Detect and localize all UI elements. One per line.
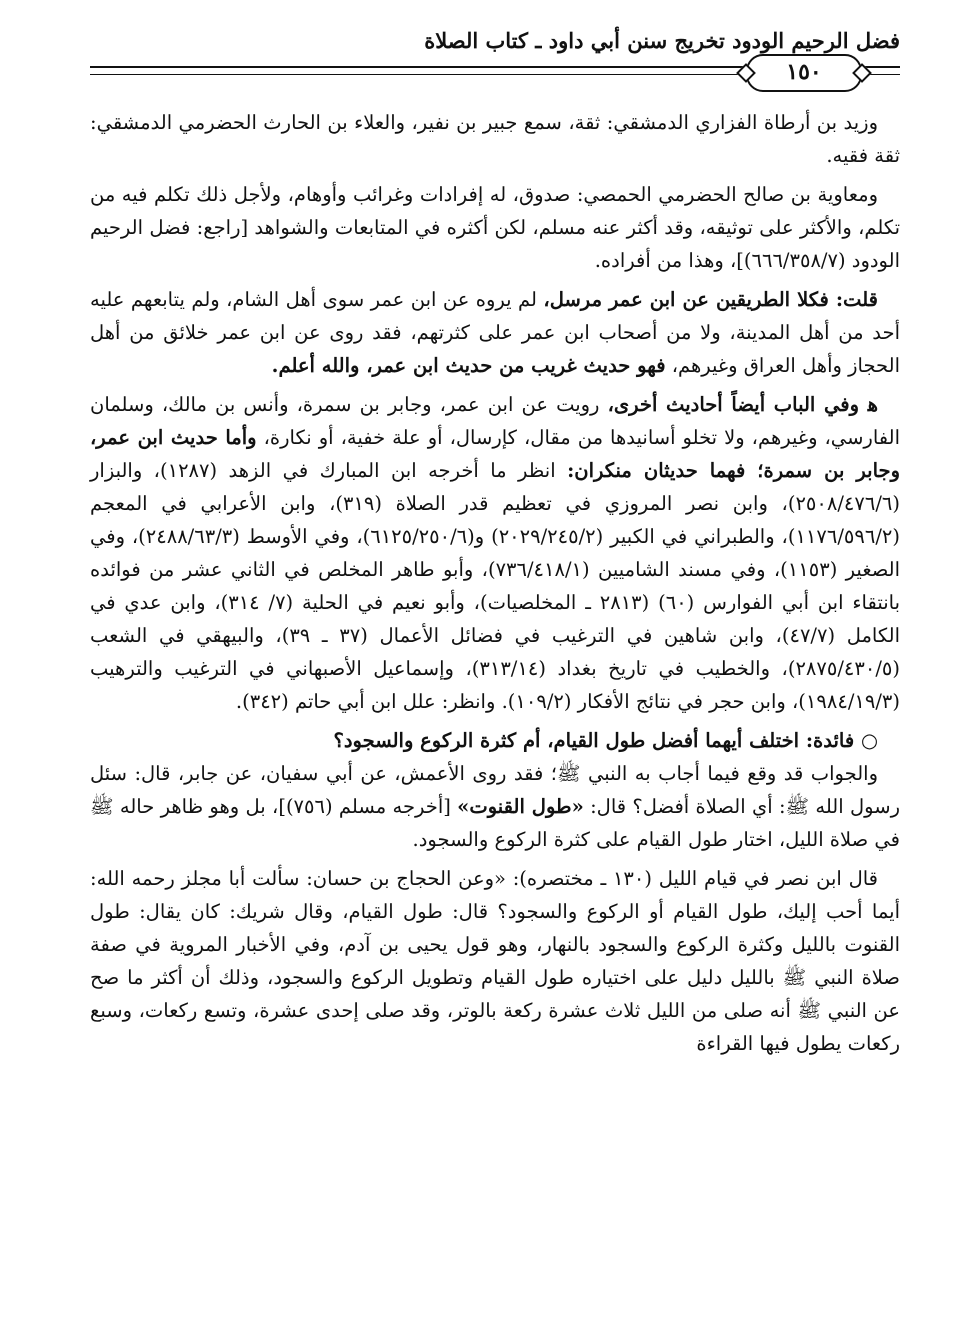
text-segment-bold: ﻫ وفي الباب أيضاً أحاديث أخرى، (607, 393, 878, 416)
paragraph-2 (90, 178, 900, 277)
body-text (90, 106, 900, 1060)
text-segment-bold: فهو حديث غريب من حديث ابن عمر، والله أعلم. (271, 354, 666, 377)
text-segment: قال ابن نصر في قيام الليل (١٣٠ ـ مختصره): «وعن الحجاج بن حسان: سألت أبا مجلز رحمه الله: أيما أحب إليك، طول القيام أو الركوع والسجود؟ قال: طول القيام، وقال شريك: كان يقال: طول القنوت بالليل وكثرة الركوع والسجود بالنهار، وهو قول يحيى بن آدم، وفي الأخبار المروية في صفة صلاة النبي ﷺ بالليل دليل على اختياره طول القيام وتطويل الركوع والسجود، وذلك أن أكثر ما صح عن النبي ﷺ أنه صلى من الليل ثلاث عشرة ركعة بالوتر، وقد صلى إحدى عشرة، وتسع ركعات، وسبع ركعات يطول فيها القراءة (90, 867, 900, 1055)
paragraph-7 (90, 862, 900, 1060)
text-segment: والجواب قد وقع فيما أجاب به النبي ﷺ؛ فقد روى الأعمش، عن أبي سفيان، عن جابر، قال: سئل رسول الله ﷺ: أي الصلاة أفضل؟ قال: (90, 762, 900, 818)
text-segment: انظر ما أخرجه ابن المبارك في الزهد (١٢٨٧)، والبزار (٢٥٠٨/٤٧٦/٦)، وابن نصر المروزي في تعظيم قدر الصلاة (٣١٩)، وابن الأعرابي في المعجم (١١٧٦/٥٩٦/٢)، والطبراني في الكبير (٢٠٢٩/٢٤٥/٢) و(٦١٢٥/٢٥٠/٦)، وفي الأوسط (٢٤٨٨/٦٣/٣)، وفي الصغير (١١٥٣)، وفي مسند الشاميين (٧٣٦/٤١٨/١)، وأبو طاهر المخلص في الثاني عشر من فوائده بانتقاء ابن أبي الفوارس (٦٠) (٢٨١٣ ـ المخلصيات)، وأبو نعيم في الحلية (٧/ ٣١٤)، وابن عدي في الكامل (٤٧/٧)، وابن شاهين في الترغيب في فضائل الأعمال (٣٧ ـ ٣٩)، والبيهقي في الشعب (٢٨٧٥/٤٣٠/٥)، والخطيب في تاريخ بغداد (٣١٣/١٤)، وإسماعيل الأصبهاني في الترغيب والترهيب (١٩٨٤/١٩/٣)، وابن حجر في نتائج الأفكار (١٠٩/٢). وانظر: علل ابن أبي حاتم (٣٤٢). (90, 459, 901, 713)
text-segment: وزيد بن أرطاة الفزاري الدمشقي: ثقة، سمع جبير بن نفير، والعلاء بن الحارث الحضرمي الدمشقي: ثقة فقيه. (90, 111, 900, 167)
paragraph-3 (90, 283, 900, 382)
page-header (90, 20, 900, 56)
text-segment: ومعاوية بن صالح الحضرمي الحمصي: صدوق، له إفرادات وغرائب وأوهام، ولأجل ذلك تكلم فيه من تكلم، والأكثر على توثيقه، وقد أكثر عنه مسلم، لكن أكثره في المتابعات والشواهد [راجع: فضل الرحيم الودود (٦٦٦/٣٥٨/٧)]، وهذا من أفراده. (90, 183, 900, 272)
book-page (90, 20, 900, 1330)
text-segment-bold: قلت: فكلا الطريقين عن ابن عمر مرسل، (543, 288, 878, 311)
paragraph-1 (90, 106, 900, 172)
running-title: فضل الرحيم الودود تخريج سنن أبي داود ـ كتاب الصلاة (424, 28, 900, 53)
text-segment: لم يروه عن ابن عمر سوى أهل الشام، ولم يتابعهم عليه أحد من أهل المدينة، ولا من أصحاب ابن عمر على كثرتهم، فقد روى عن ابن عمر خلائق من أهل الحجاز وأهل العراق وغيرهم، (90, 288, 900, 377)
text-segment-bold: وأما حديث ابن عمر، وجابر بن سمرة؛ فهما حديثان منكران: (90, 426, 900, 482)
text-segment-bold: «طول القنوت» (457, 795, 584, 818)
header-rule (90, 60, 900, 90)
text-segment: رويت عن ابن عمر، وجابر بن سمرة، وأنس بن مالك، وسلمان الفارسي، وغيرهم، ولا تخلو أسانيدها من مقال، كإرسال، أو علة خفية، أو نكارة، (90, 393, 900, 449)
paragraph-4 (90, 388, 900, 718)
paragraph-6 (90, 757, 900, 856)
text-segment: [أخرجه مسلم (٧٥٦)]، بل وهو ظاهر حاله ﷺ في صلاة الليل، اختار طول القيام على كثرة الركوع والسجود. (90, 795, 900, 851)
text-segment-bold: ○ فائدة: اختلف أيهما أفضل طول القيام، أم كثرة الركوع والسجود؟ (333, 729, 878, 752)
paragraph-5 (90, 724, 900, 757)
page-number-badge: ١٥٠ (746, 54, 862, 92)
